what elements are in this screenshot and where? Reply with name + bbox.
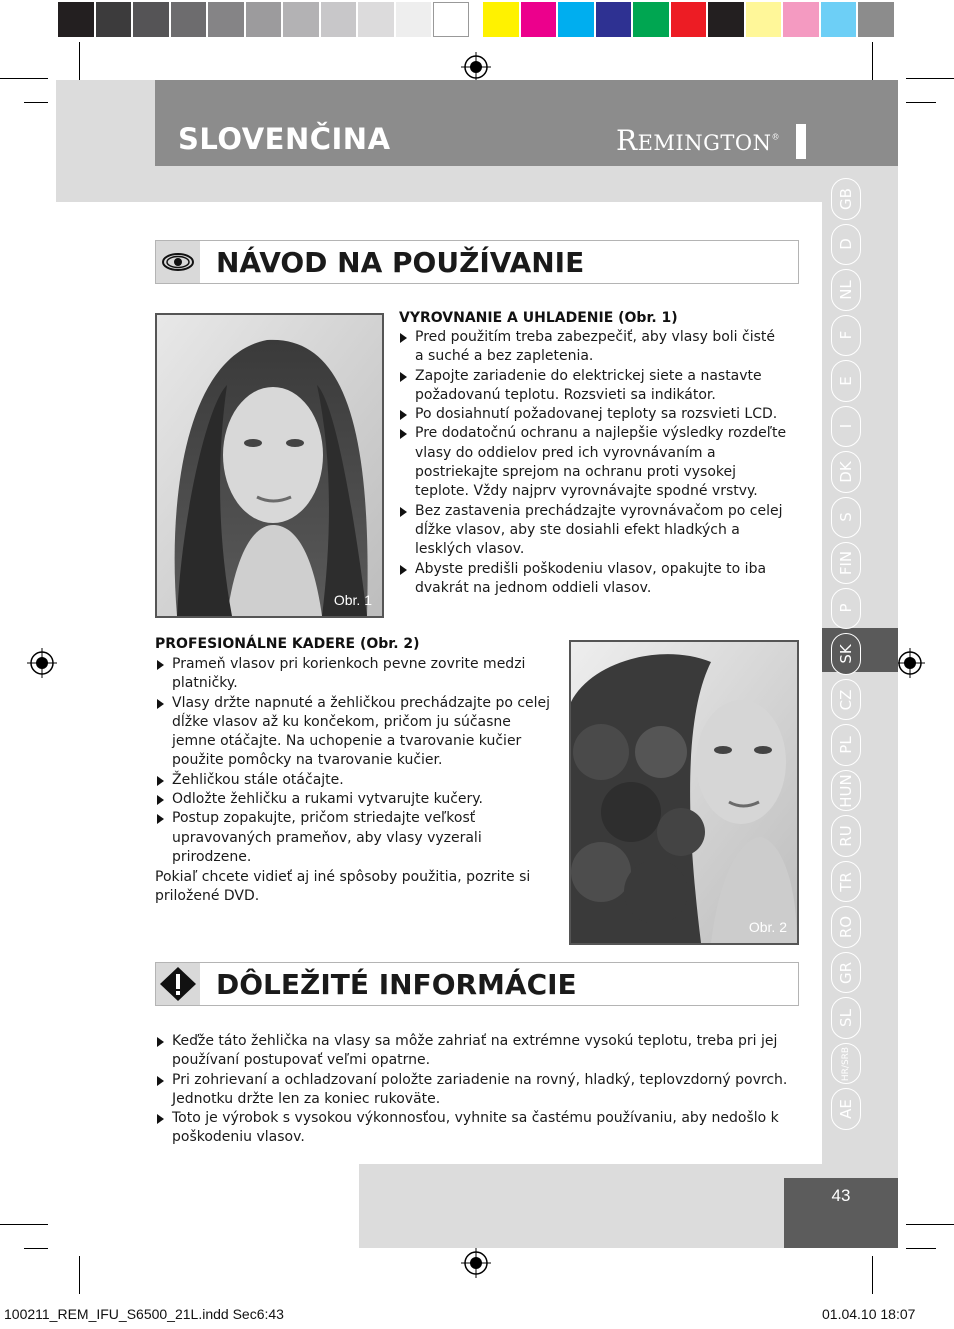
list-item: Zapojte zariadenie do elektrickej siete a nastavte požadovanú teplotu. Rozsvieti sa indikátor. — [398, 367, 788, 406]
list-item: Toto je výrobok s vysokou výkonnosťou, vyhnite sa častému používaniu, aby nedošlo k poškodeniu vlasov. — [155, 1109, 795, 1148]
language-tab-tr[interactable]: TR — [831, 861, 861, 903]
color-swatch — [358, 2, 394, 37]
color-swatch — [671, 2, 707, 37]
list-item: Pred použitím treba zabezpečiť, aby vlasy boli čisté a suché a bez zapletenia. — [398, 328, 788, 367]
language-tab-dk[interactable]: DK — [831, 451, 861, 493]
color-swatch — [321, 2, 357, 37]
color-swatch — [96, 2, 132, 37]
language-tab-ru[interactable]: RU — [831, 815, 861, 857]
section-title: NÁVOD NA POUŽÍVANIE — [216, 246, 585, 279]
language-tab-sk[interactable]: SK — [831, 633, 861, 675]
warning-icon — [156, 963, 200, 1005]
photo-caption: Obr. 1 — [333, 592, 372, 608]
crop-mark — [906, 102, 936, 103]
section-header-important — [155, 962, 799, 1006]
crop-mark — [872, 42, 873, 80]
hair-photo-straight — [155, 313, 384, 618]
section-title: DÔLEŽITÉ INFORMÁCIE — [216, 968, 577, 1001]
color-swatch — [58, 2, 94, 37]
language-tab-gr[interactable]: GR — [831, 952, 861, 994]
slug-date: 01.04.10 18:07 — [822, 1306, 916, 1322]
registration-mark — [461, 52, 491, 82]
color-swatch — [858, 2, 894, 37]
curl-steps — [155, 655, 555, 867]
color-swatch — [246, 2, 282, 37]
language-tab-d[interactable]: D — [831, 224, 861, 266]
crop-mark — [906, 78, 954, 79]
hair-photo-curls — [569, 640, 799, 945]
crop-mark — [79, 1256, 80, 1294]
eye-icon-box — [156, 241, 200, 283]
color-swatch — [433, 2, 469, 37]
section-header-usage — [155, 240, 799, 284]
color-swatch — [483, 2, 519, 37]
crop-mark — [0, 78, 48, 79]
color-swatch — [783, 2, 819, 37]
color-swatch — [133, 2, 169, 37]
list-item: Vlasy držte napnuté a žehličkou prechádzajte po celej dĺžke vlasov až ku končekom, pričom ju súčasne jemne otáčajte. Na uchopenie a tvarovanie kučier použite pomôcky na tvarovanie kučier. — [155, 694, 555, 771]
language-tab-hun[interactable]: HUN — [831, 770, 861, 812]
color-bar-grayscale — [58, 2, 471, 37]
language-tab-sl[interactable]: SL — [831, 997, 861, 1039]
list-item: Prameň vlasov pri korienkoch pevne zovrite medzi platničky. — [155, 655, 555, 694]
list-item: Odložte žehličku a rukami vytvarujte kučery. — [155, 790, 555, 809]
list-item: Keďže táto žehlička na vlasy sa môže zahriať na extrémne vysokú teplotu, treba pri jej používaní postupovať veľmi opatrne. — [155, 1032, 795, 1071]
color-swatch — [633, 2, 669, 37]
color-swatch — [746, 2, 782, 37]
subheading-curls: PROFESIONÁLNE KADERE (Obr. 2) — [155, 636, 420, 652]
language-tab-ro[interactable]: RO — [831, 906, 861, 948]
important-info-list — [155, 1032, 795, 1148]
page-number: 43 — [831, 1186, 851, 1205]
language-tab-pl[interactable]: PL — [831, 724, 861, 766]
language-title: SLOVENČINA — [178, 122, 391, 156]
crop-mark — [79, 42, 80, 80]
color-swatch — [171, 2, 207, 37]
list-item: Žehličkou stále otáčajte. — [155, 771, 555, 790]
straightening-steps — [398, 328, 788, 598]
language-tab-s[interactable]: S — [831, 497, 861, 539]
color-swatch — [521, 2, 557, 37]
dvd-note: Pokiaľ chcete vidieť aj iné spôsoby použitia, pozrite si priložené DVD. — [155, 869, 531, 905]
list-item: Po dosiahnutí požadovanej teploty sa rozsvieti LCD. — [398, 405, 788, 424]
color-swatch — [596, 2, 632, 37]
language-tab-p[interactable]: P — [831, 588, 861, 630]
crop-mark — [906, 1248, 936, 1249]
language-tab-gb[interactable]: GB — [831, 178, 861, 220]
list-item: Pre dodatočnú ochranu a najlepšie výsledky rozdeľte vlasy do oddielov pred ich vyrovnávaním a postriekajte sprejom na ochranu proti vysokej teplote. Vždy najprv vyrovnávajte spodné vrstvy. — [398, 424, 788, 501]
language-tab-f[interactable]: F — [831, 315, 861, 357]
language-tab-nl[interactable]: NL — [831, 269, 861, 311]
color-swatch — [708, 2, 744, 37]
registration-mark — [461, 1248, 491, 1278]
crop-mark — [872, 1256, 873, 1294]
color-swatch — [558, 2, 594, 37]
list-item: Postup zopakujte, pričom striedajte veľkosť upravovaných prameňov, aby vlasy vyzerali prirodzene. — [155, 809, 555, 867]
language-tab-e[interactable]: E — [831, 360, 861, 402]
warning-icon-box — [156, 963, 200, 1005]
color-swatch — [208, 2, 244, 37]
list-item: Pri zohrievaní a ochladzovaní položte zariadenie na rovný, hladký, teplovzdorný povrch. Jednotku držte len za koniec rukoväte. — [155, 1071, 795, 1110]
language-tab-fin[interactable]: FIN — [831, 542, 861, 584]
crop-mark — [24, 102, 48, 103]
color-swatch — [396, 2, 432, 37]
list-item: Abyste predišli poškodeniu vlasov, opakujte to iba dvakrát na jednom oddieli vlasov. — [398, 560, 788, 599]
crop-mark — [0, 1224, 48, 1225]
registration-mark — [895, 648, 925, 678]
brand-logo-bar — [796, 124, 806, 159]
language-tab-hr-srb[interactable]: HR/SRB — [831, 1043, 861, 1085]
slug-file: 100211_REM_IFU_S6500_21L.indd Sec6:43 — [4, 1306, 284, 1322]
language-tab-cz[interactable]: CZ — [831, 679, 861, 721]
crop-mark — [906, 1224, 954, 1225]
registration-mark — [27, 648, 57, 678]
language-tab-ae[interactable]: AE — [831, 1088, 861, 1130]
crop-mark — [24, 1248, 48, 1249]
color-swatch — [821, 2, 857, 37]
eye-icon — [156, 241, 200, 283]
color-swatch — [283, 2, 319, 37]
photo-caption: Obr. 2 — [748, 919, 787, 935]
list-item: Bez zastavenia prechádzajte vyrovnávačom po celej dĺžke vlasov, aby ste dosiahli efekt hladkých a lesklých vlasov. — [398, 502, 788, 560]
color-bar-process — [483, 2, 896, 37]
brand-logo: REMINGTON® — [616, 124, 780, 157]
language-tab-i[interactable]: I — [831, 406, 861, 448]
subheading-straightening: VYROVNANIE A UHLADENIE (Obr. 1) — [399, 310, 678, 326]
